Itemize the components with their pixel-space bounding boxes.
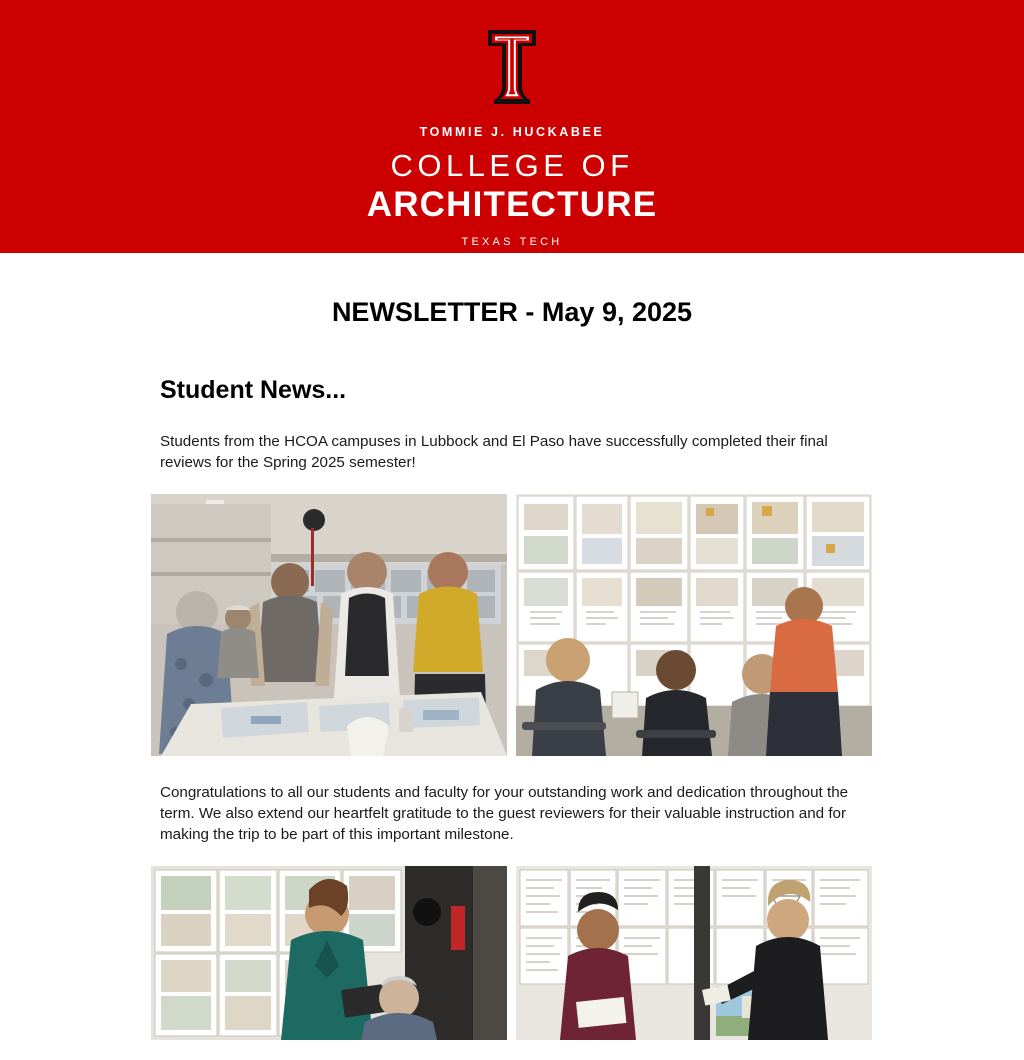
photo-row-1 — [151, 494, 873, 756]
section-heading-student-news: Student News... — [160, 376, 347, 404]
page-title: NEWSLETTER - May 9, 2025 — [331, 297, 693, 327]
brand-architecture-line: ARCHITECTURE — [366, 184, 658, 224]
bottom-spacer — [0, 1040, 1024, 1060]
texas-tech-double-t-logo-icon — [474, 26, 550, 106]
paragraph-intro: Students from the HCOA campuses in Lubbock and El Paso have successfully completed their final reviews for the Spring 2025 semester! — [160, 433, 828, 471]
photo-row-2 — [151, 866, 873, 1040]
paragraph-congratulations: Congratulations to all our students and faculty for your outstanding work and dedication throughout the term. We also extend our heartfelt gratitude to the guest reviewers for their valuable instruction and for making the trip to be part of this important milestone. — [160, 784, 849, 843]
brand-university-line: TEXAS TECH — [461, 235, 563, 248]
brand-college-line: COLLEGE OF — [390, 147, 634, 183]
photo-two-students-discussing — [516, 866, 872, 1040]
photo-pinup-wall-review — [516, 494, 872, 756]
brand-lockup — [367, 126, 658, 248]
email-header-banner — [0, 0, 1024, 253]
photo-student-presenting-boards — [151, 866, 507, 1040]
newsletter-body — [0, 297, 1024, 1060]
photo-studio-review-lubbock — [151, 494, 507, 756]
brand-pre-title: TOMMIE J. HUCKABEE — [419, 125, 605, 139]
